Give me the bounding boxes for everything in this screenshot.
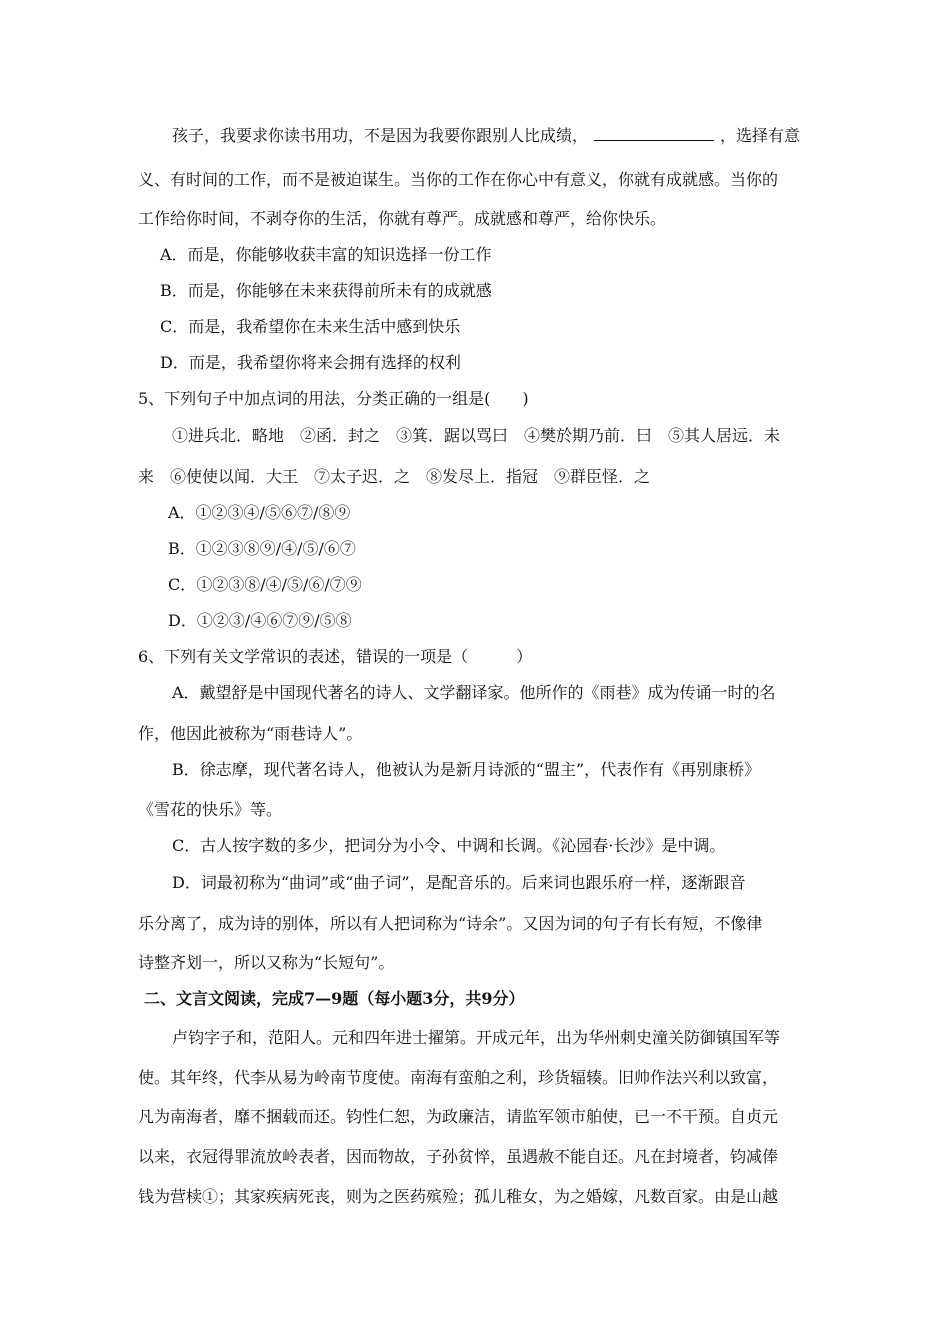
- section-heading: 二、文言文阅读，完成7—9题（每小题3分，共9分）: [144, 989, 525, 1008]
- passage-text: ，选择有意: [720, 126, 801, 145]
- q6-option-c: C．古人按字数的多少，把词分为小令、中调和长调。《沁园春·长沙》是中调。: [172, 836, 726, 855]
- q6-option-d-line-2: 乐分离了，成为诗的别体，所以有人把词称为“诗余”。又因为词的句子有长有短，不像律: [138, 914, 763, 933]
- q5-items-line-2: 来 ⑥使使以闻．大王 ⑦太子迟．之 ⑧发尽上．指冠 ⑨群臣怪．之: [138, 467, 651, 486]
- q6-option-b-line-1: B．徐志摩，现代著名诗人，他被认为是新月诗派的“盟主”，代表作有《再别康桥》: [172, 760, 761, 779]
- q5-items-line-1: ①进兵北．略地 ②函．封之 ③箕．踞以骂曰 ④樊於期乃前．曰 ⑤其人居远．未: [172, 426, 781, 445]
- q4-option-b: B．而是，你能够在未来获得前所未有的成就感: [160, 281, 492, 300]
- q4-option-d: D．而是，我希望你将来会拥有选择的权利: [160, 353, 461, 372]
- fill-blank: [594, 126, 714, 141]
- passage-line-1: [0, 125, 950, 147]
- q5-option-d: D．①②③/④⑥⑦⑨/⑤⑧: [168, 611, 352, 630]
- passage-text: 孩子，我要求你读书用功，不是因为我要你跟别人比成绩，: [172, 126, 589, 145]
- classical-text-line-4: 以来，衣冠得罪流放岭表者，因而物故，子孙贫悴，虽遇赦不能自还。凡在封境者，钧减俸: [138, 1147, 779, 1166]
- q5-option-c: C．①②③⑧/④/⑤/⑥/⑦⑨: [168, 575, 362, 594]
- q4-option-c: C．而是，我希望你在未来生活中感到快乐: [160, 317, 461, 336]
- q6-option-d-line-1: D．词最初称为“曲词”或“曲子词”，是配音乐的。后来词也跟乐府一样，逐渐跟音: [172, 873, 746, 892]
- classical-text-line-5: 钱为营椟①；其家疾病死丧，则为之医药殡殓；孤儿稚女，为之婚嫁，凡数百家。由是山越: [138, 1187, 779, 1206]
- classical-text-line-1: 卢钧字子和，范阳人。元和四年进士擢第。开成元年，出为华州刺史潼关防御镇国军等: [172, 1028, 781, 1047]
- q6-option-a-line-2: 作，他因此被称为“雨巷诗人”。: [138, 724, 363, 743]
- passage-line-2: 义、有时间的工作，而不是被迫谋生。当你的工作在你心中有意义，你就有成就感。当你的: [138, 170, 779, 189]
- q6-option-a-line-1: A．戴望舒是中国现代著名的诗人、文学翻译家。他所作的《雨巷》成为传诵一时的名: [172, 683, 776, 702]
- q6-stem: 6、下列有关文学常识的表述，错误的一项是（ ）: [138, 647, 533, 666]
- q5-option-b: B．①②③⑧⑨/④/⑤/⑥⑦: [168, 539, 356, 558]
- classical-text-line-2: 使。其年终，代李从易为岭南节度使。南海有蛮舶之利，珍货辐辏。旧帅作法兴利以致富，: [138, 1068, 779, 1087]
- classical-text-line-3: 凡为南海者，靡不捆载而还。钧性仁恕，为政廉洁，请监军领市舶使，已一不干预。自贞元: [138, 1107, 779, 1126]
- q5-option-a: A．①②③④/⑤⑥⑦/⑧⑨: [168, 503, 351, 522]
- q4-option-a: A．而是，你能够收获丰富的知识选择一份工作: [160, 245, 492, 264]
- passage-line-3: 工作给你时间，不剥夺你的生活，你就有尊严。成就感和尊严，给你快乐。: [138, 209, 667, 228]
- q6-option-d-line-3: 诗整齐划一，所以又称为“长短句”。: [138, 953, 395, 972]
- q5-stem: 5、下列句子中加点词的用法，分类正确的一组是( ): [138, 389, 529, 408]
- q6-option-b-line-2: 《雪花的快乐》等。: [138, 800, 283, 819]
